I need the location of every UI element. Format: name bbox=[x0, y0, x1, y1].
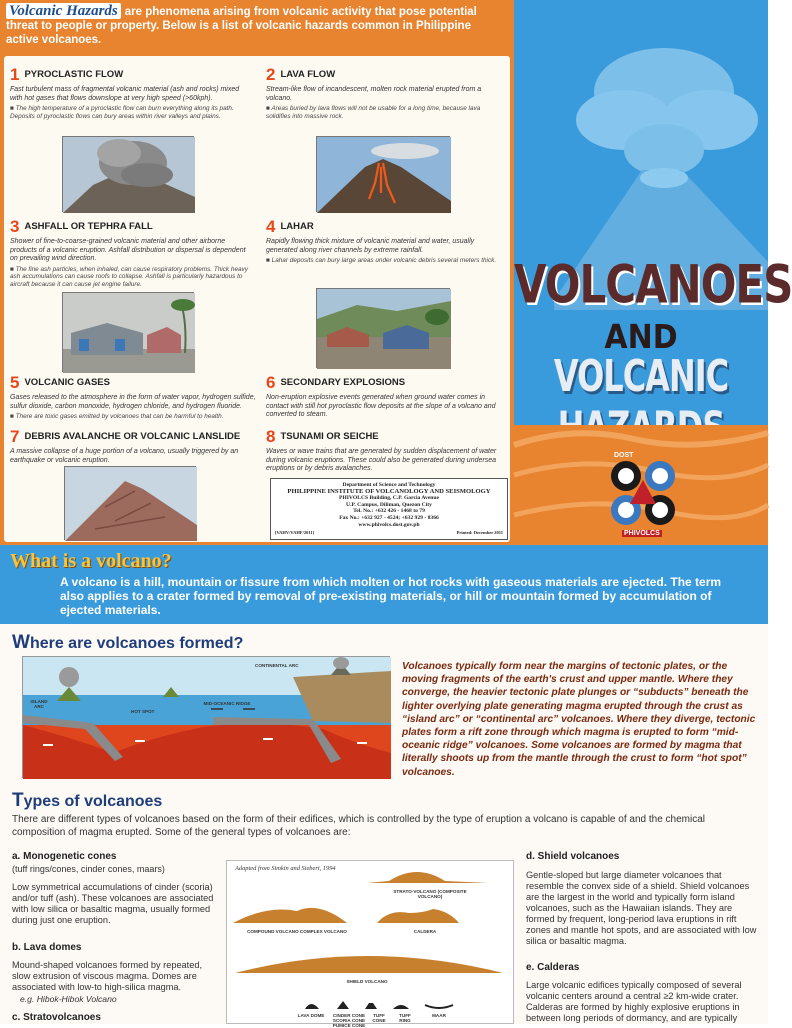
hazard-number: 2 bbox=[266, 65, 276, 84]
volcano-types-figure bbox=[226, 860, 514, 1028]
type-e-desc: Large volcanic edifices typically composed of several volcanic centers around a central ≥2 km-wide crater. Calderas are formed by highly explosive eruptions in between long periods of dormancy, and are typically bbox=[526, 980, 742, 1023]
type-b-desc: Mound-shaped volcanoes formed by repeated, slow extrusion of viscous magma. Domes are associated with low-to high-silica magma. bbox=[12, 960, 202, 992]
hazard-number: 4 bbox=[266, 217, 276, 236]
hazard-description: A massive collapse of a huge portion of a volcano, usually triggered by an earthquake or volcanic eruption. bbox=[10, 448, 239, 464]
cover-panel bbox=[514, 0, 792, 545]
cover-title-and: AND bbox=[604, 318, 678, 357]
hazard-item bbox=[10, 218, 250, 288]
fig-label-maar: MAAR bbox=[432, 1013, 446, 1018]
credits-campus: U.P. Campus, Diliman, Quezon City bbox=[346, 501, 432, 508]
hazard-description: Waves or wave trains that are generated by sudden displacement of water during volcanic eruptions. These could also be generated during undersea eruptions or by debris avalanches. bbox=[266, 448, 497, 472]
type-d-desc: Gentle-sloped but large diameter volcanoes that resemble the convex side of a shield. Shield volcanoes are the largest in the world and typically form island volcanoes, such as the Hawaiian islands. They are formed by frequent, long-period lava eruptions in rift zones and mantle hot spots, and are associated with low silica or basaltic magma. bbox=[526, 870, 757, 946]
fig-label-tuff-ring: TUFF RING bbox=[399, 1013, 411, 1023]
hazard-note: ■ The fine ash particles, when inhaled, can cause respiratory problems. Thick heavy ash accumulations can cause roofs to collapse. Ashfall is particularly hazardous to aircraft because it can cause jet engine failure. bbox=[10, 265, 248, 288]
type-b-heading: b. Lava domes bbox=[12, 942, 82, 953]
what-is-volcano-title: What is a volcano? bbox=[10, 550, 172, 572]
type-b-example: e.g. Hibok-Hibok Volcano bbox=[20, 994, 117, 1004]
credits-code: [VAHV/VAHF/2011] bbox=[275, 530, 315, 536]
hazard-description: Gases released to the atmosphere in the form of water vapor, hydrogen sulfide, sulfur dioxide, carbon monoxide, hydrogen chloride, and hydrogen fluoride. bbox=[10, 394, 256, 410]
pyroclastic-flow-photo bbox=[62, 136, 194, 212]
label-mid-oceanic-ridge: MID-OCEANIC RIDGE bbox=[203, 701, 251, 706]
credits-website[interactable]: www.phivolcs.dost.gov.ph bbox=[358, 521, 420, 528]
hazards-heading: Volcanic Hazards bbox=[6, 3, 121, 19]
type-a-heading: a. Monogenetic cones bbox=[12, 851, 117, 862]
hazard-note: ■ Lahar deposits can bury large areas under volcanic debris several meters thick. bbox=[266, 257, 497, 264]
credits-building: PHIVOLCS Building, C.P. Garcia Avenue bbox=[338, 495, 440, 502]
hazard-number: 6 bbox=[266, 373, 276, 392]
credits-fax: Fax No.: +632 927 - 4524; +632 929 - 8366 bbox=[339, 514, 439, 521]
label-island-arc: ISLAND ARC bbox=[30, 699, 48, 709]
hazards-intro bbox=[6, 4, 506, 47]
figure-caption: Adapted from Simkin and Siebert, 1994 bbox=[235, 865, 336, 872]
hazard-note: ■ Areas buried by lava flows will not be usable for a long time, because lava solidifies into massive rock. bbox=[266, 105, 481, 120]
plate-tectonics-diagram bbox=[22, 656, 390, 778]
hazard-item bbox=[10, 428, 258, 465]
fig-label-strato: STRATO-VOLCANO (COMPOSITE VOLCANO) bbox=[393, 889, 467, 899]
hazard-number: 7 bbox=[10, 427, 20, 446]
lava-flow-photo bbox=[316, 136, 450, 212]
hazard-number: 5 bbox=[10, 373, 20, 392]
hazard-title: PYROCLASTIC FLOW bbox=[24, 69, 124, 80]
hazard-item bbox=[266, 218, 502, 265]
type-a-desc: Low symmetrical accumulations of cinder (scoria) and/or tuff (ash). These volcanoes are associated with low silica or basaltic magma, usually formed during just one eruption. bbox=[12, 882, 214, 925]
cover-title-hazards: VOLCANIC bbox=[553, 350, 729, 402]
type-d-heading: d. Shield volcanoes bbox=[526, 851, 620, 862]
hazards-panel bbox=[0, 0, 514, 545]
hazard-description: Non-eruption explosive events generated when ground water comes in contact with still hot pyroclastic flow deposits at the slope of a volcano and converted to steam. bbox=[266, 394, 496, 418]
fig-label-compound: COMPOUND VOLCANO COMPLEX VOLCANO bbox=[247, 929, 347, 934]
type-a-sub: (tuff rings/cones, cinder cones, maars) bbox=[12, 864, 165, 874]
hazard-description: Shower of fine-to-coarse-grained volcanic material and other airborne products of a volcanic eruption. Ashfall distribution or dispersal is dependent on prevailing wind direction. bbox=[10, 238, 246, 262]
hazard-title: SECONDARY EXPLOSIONS bbox=[280, 377, 406, 388]
hazard-title: LAHAR bbox=[280, 221, 314, 232]
types-title: Types of volcanoes bbox=[12, 790, 163, 811]
hazard-title: VOLCANIC GASES bbox=[24, 377, 110, 388]
credits-dept: Department of Science and Technology bbox=[342, 482, 436, 488]
fig-label-cinder: CINDER CONE SCORIA CONE PUMICE CONE bbox=[332, 1013, 366, 1028]
hazard-description: Stream-like flow of incandescent, molten rock material erupted from a volcano. bbox=[266, 86, 482, 102]
fig-label-shield: SHIELD VOLCANO bbox=[346, 979, 388, 984]
cover-title-volcanoes: VOLCANOES bbox=[514, 253, 792, 316]
phivolcs-label: PHIVOLCS bbox=[624, 530, 660, 537]
dost-label: DOST bbox=[614, 452, 634, 459]
hazard-description: Fast turbulent mass of fragmental volcanic material (ash and rocks) mixed with hot gases that flows downslope at very high speed (>60kph). bbox=[10, 86, 240, 102]
where-formed-title: Where are volcanoes formed? bbox=[12, 632, 244, 653]
hazard-item bbox=[266, 374, 504, 420]
fig-label-tuff-cone: TUFF CONE bbox=[372, 1013, 386, 1023]
lower-page bbox=[0, 624, 768, 1028]
debris-avalanche-photo bbox=[64, 466, 196, 540]
hazard-number: 3 bbox=[10, 217, 20, 236]
hazards-intro-text: are phenomena arising from volcanic activity that pose potential threat to people or property. Below is a list of volcanic hazards common in Philippine active volcanoes. bbox=[6, 6, 477, 46]
credits-box bbox=[270, 478, 508, 540]
hazard-title: LAVA FLOW bbox=[280, 69, 336, 80]
hazards-list bbox=[4, 56, 510, 542]
hazard-item bbox=[10, 66, 250, 120]
credits-printed: Printed: December 2011 bbox=[456, 530, 503, 536]
hazard-title: TSUNAMI OR SEICHE bbox=[280, 431, 379, 442]
fig-label-caldera: CALDERA bbox=[413, 929, 437, 934]
hazard-item bbox=[10, 374, 258, 421]
where-formed-text: Volcanoes typically form near the margins of tectonic plates, or the moving fragments of the earth's crust and upper mantle. Where they converge, the heavier tectonic plate plunges or “subducts” beneath the lighter overlying plate generating magma erupted through the crust as “island arc” or “continental arc” volcanoes. Where they diverge, tectonic plates form a rift zone through which magma is erupted to form “mid-oceanic ridge” volcanoes. Some volcanoes are formed by magma that literally shoots up from the mantle through the crust to form “hot spot” volcanoes. bbox=[402, 661, 756, 778]
hazard-title: ASHFALL OR TEPHRA FALL bbox=[24, 221, 153, 232]
label-continental-arc: CONTINENTAL ARC bbox=[255, 663, 299, 668]
ashfall-photo bbox=[62, 292, 194, 372]
hazard-title: DEBRIS AVALANCHE OR VOLCANIC LANSLIDE bbox=[24, 431, 241, 442]
phivolcs-logo bbox=[608, 458, 678, 535]
hazard-number: 8 bbox=[266, 427, 276, 446]
type-e-heading: e. Calderas bbox=[526, 962, 580, 973]
hazard-note: ■ There are toxic gases emitted by volcanoes that can be harmful to health. bbox=[10, 413, 224, 420]
lahar-photo bbox=[316, 288, 450, 368]
hazard-number: 1 bbox=[10, 65, 20, 84]
label-hot-spot: HOT SPOT bbox=[131, 709, 155, 714]
hazard-item bbox=[266, 428, 504, 474]
hazard-description: Rapidly flowing thick mixture of volcanic material and water, usually generated along river channels by extreme rainfall. bbox=[266, 238, 475, 254]
what-is-volcano-text: A volcano is a hill, mountain or fissure from which molten or hot rocks with gaseous materials are ejected. The term also applies to a crater formed by removal of pre-existing materials, or hill or mountain formed by accumulation of ejected materials. bbox=[60, 575, 722, 617]
credits-tel: Tel. No.: +632 426 - 1468 to 79 bbox=[353, 508, 425, 515]
types-intro: There are different types of volcanoes based on the form of their edifices, which is controlled by the type of eruption a volcano is capable of and the chemical composition of magma erupted. Some of the general types of volcanoes are: bbox=[12, 814, 705, 838]
what-is-volcano-band bbox=[0, 545, 768, 624]
credits-institute: PHILIPPINE INSTITUTE OF VOLCANOLOGY AND SEISMOLOGY bbox=[287, 487, 491, 495]
hazard-item bbox=[266, 66, 502, 120]
hazard-note: ■ The high temperature of a pyroclastic flow can burn everything along its path. Deposits of pyroclastic flows can bury areas within river valleys and plains. bbox=[10, 105, 234, 120]
fig-label-lava-dome: LAVA DOME bbox=[297, 1013, 325, 1018]
type-c-heading: c. Stratovolcanoes bbox=[12, 1012, 101, 1023]
